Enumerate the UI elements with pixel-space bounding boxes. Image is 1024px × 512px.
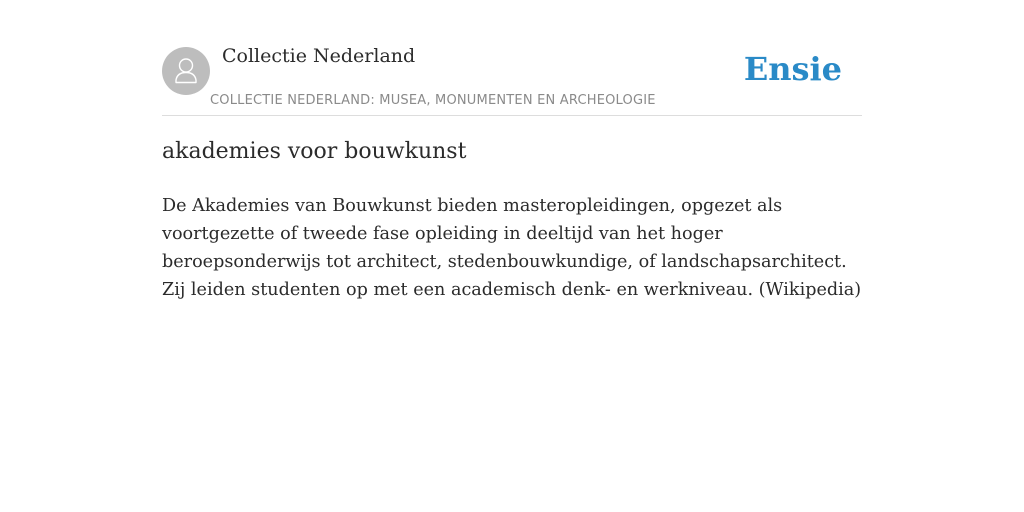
ensie-logo[interactable]: Ensie	[743, 50, 842, 88]
entry-description: De Akademies van Bouwkunst bieden masteropleidingen, opgezet als voortgezette of tweede fase opleiding in deeltijd van het hoger beroepsonderwijs tot architect, stedenbouwkundige, of landschapsarchitect. Zij leiden studenten op met een academisch denk- en werkniveau. (Wikipedia)	[162, 196, 862, 300]
author-subtitle: COLLECTIE NEDERLAND: MUSEA, MONUMENTEN EN ARCHEOLOGIE	[210, 93, 656, 108]
author-name-link[interactable]: Collectie Nederland	[222, 45, 416, 67]
author-avatar[interactable]	[162, 47, 210, 95]
page-container	[162, 0, 862, 512]
entry-title: akademies voor bouwkunst	[162, 139, 467, 164]
entry-header	[162, 0, 862, 116]
user-silhouette-icon	[162, 47, 210, 95]
